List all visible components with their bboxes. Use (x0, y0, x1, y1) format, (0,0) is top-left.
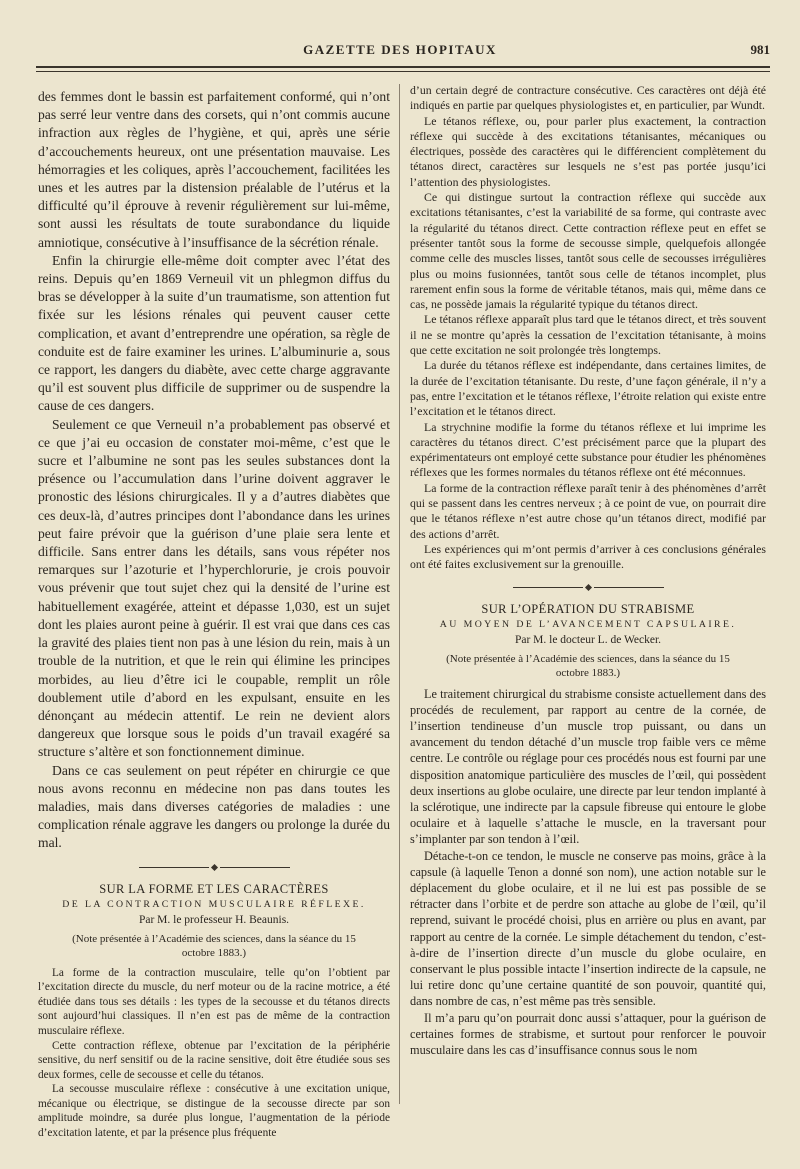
paragraph: La secousse musculaire réflexe : consécutive à une excitation unique, mécanique ou électrique, se distingue de la secousse directe par son amplitude moindre, sa durée plus longue, l’augmentation de la période d’excitation latente, et par la présence plus fréquente (38, 1083, 390, 1140)
article-title: SUR L’OPÉRATION DU STRABISME (481, 601, 695, 616)
article-author: Par M. le professeur H. Beaunis. (138, 913, 290, 926)
header-rule-thick (36, 66, 770, 68)
article-author: Par M. le docteur L. de Wecker. (514, 633, 662, 646)
paragraph: Dans ce cas seulement on peut répéter en chirurgie ce que nous avons reconnu en médecine non pas dans toutes les maladies, mais dans diverses catégories de maladies : une complication rénale aggrave les dangers ou prolonge la durée du mal. (38, 762, 390, 851)
page-number: 981 (750, 42, 770, 57)
page-header (0, 42, 800, 62)
section-separator (38, 865, 390, 870)
paragraph: La durée du tétanos réflexe est indépendante, dans certaines limites, de la durée de l’excitation tétanisante. Du reste, d’une façon générale, il n’y a pas, entre l’excitation et le tétanos réflexe, l’étroite relation qui existe entre l’excitation et le tétanos direct. (410, 358, 766, 419)
journal-title: GAZETTE DES HOPITAUX (303, 42, 497, 57)
paragraph: des femmes dont le bassin est parfaitement conformé, qui n’ont pas serré leur ventre dans des corsets, qui n’ont commis aucune infraction aux règles de l’hygiène, et qui, après une série d’accouchements heureux, ont une présentation mauvaise. Les hémorragies et les coliques, après l’accouchement, facilitées les unes et les autres par la distension préalable de l’utérus et la difficulté qu’il éprouve à revenir régulièrement sur lui-même, sont aussi les résultats de toute surabondance du liquide amniotique, consécutive à l’insuffisance de la sécrétion rénale. (38, 89, 390, 250)
paragraph: La forme de la contraction réflexe paraît tenir à des phénomènes d’arrêt qui se passent dans les centres nerveux ; à ce point de vue, on pourrait dire que le tétanos réflexe n’est autre chose qu’un tétanos direct, modifié par des actions d’arrêt. (410, 480, 766, 541)
section-separator (410, 585, 766, 590)
paragraph: Cette contraction réflexe, obtenue par l’excitation de la périphérie sensitive, du nerf sensitif ou de la racine sensitive, doit être étudiée sous ses deux formes, celle de secousse et celle du tétanos. (38, 1039, 390, 1081)
header-rule-thin (36, 71, 770, 72)
article-title: SUR LA FORME ET LES CARACTÈRES (99, 881, 329, 896)
left-column (38, 88, 390, 1141)
paragraph: Les expériences qui m’ont permis d’arriver à ces conclusions générales ont été faites exclusivement sur la grenouille. (410, 541, 766, 572)
column-divider (399, 84, 400, 1104)
paragraph: Le traitement chirurgical du strabisme consiste actuellement dans des procédés de reculement, par rapport au centre de la cornée, de l’insertion tendineuse d’un muscle trop puissant, ou dans un avancement du tendon détaché d’un muscle trop faible vers ce même centre. Le contrôle ou réglage pour ces procédés nous est fourni par une disposition anatomique particulière des muscles de l’œil, qui possèdent deux insertions au globe oculaire, une directe par leur tendon implanté à la sclérotique, une indirecte par la capsule fibreuse qui entoure le globe oculaire et à laquelle s’attache le muscle, en la traversant pour s’implanter par son tendon à l’œil. (410, 686, 766, 847)
article-subtitle: AU MOYEN DE L’AVANCEMENT CAPSULAIRE. (439, 618, 737, 630)
paragraph: La strychnine modifie la forme du tétanos réflexe et lui imprime les caractères du tétanos direct. C’est précisément parce que la plupart des expérimentateurs ont employé cette substance pour étudier les phénomènes réflexes que les formes normales du tétanos réflexe ont été méconnues. (410, 419, 766, 480)
right-column (410, 83, 766, 1058)
paragraph: Il m’a paru qu’on pourrait donc aussi s’attaquer, pour la guérison de certaines formes de strabisme, et surtout pour renforcer le pouvoir musculaire dans les cas d’insuffisance connus sous le nom (410, 1010, 766, 1057)
paragraph: Le tétanos réflexe, ou, pour parler plus exactement, la contraction réflexe qui succède à des excitations tétanisantes, mécaniques ou électriques, possède des caractères qui le différencient complètement du tétanos direct, caractères sur lesquels ne s’est pas portée jusqu’ici l’attention des physiologistes. (410, 113, 766, 189)
paragraph: Seulement ce que Verneuil n’a probablement pas observé et ce que j’ai eu occasion de constater moi-même, c’est que le sucre et l’albumine ne sont pas les seules substances dont la présence ou l’accumulation dans l’urine doivent aggraver le pronostic des lésions chirurgicales. Il y a d’autres diabètes que ces deux-là, d’autres principes dont l’abondance dans les urines peut faire prévoir que la guérison d’une plaie sera lente et difficile. Sans entrer dans les détails, sans vous répéter nos remarques sur l’azoturie et l’hyperchlorurie, je crois pouvoir vous prévenir que tout sujet chez qui la densité de l’urine est habituellement exagérée, atteint et dépasse 1,030, est un sujet dont les plaies auront peine à guérir. Il est vrai que dans ces cas la gravité des plaies tient non pas à une lésion du rein, mais à un trouble de la nutrition, et que le rein qui élimine les principes morbides, au lieu d’être ici le coupable, remplit un rôle doublement utile d’abord en les expulsant, ensuite en les dénonçant au médecin attentif. Le rein ne devient alors dangereux que lorsque sous le poids d’un travail exagéré sa structure s’altère et son fonctionnement diminue. (38, 416, 390, 760)
paragraph: La forme de la contraction musculaire, telle qu’on l’obtient par l’excitation directe du muscle, du nerf moteur ou de la racine motrice, a été étudiée dans tous ses détails : les types de la secousse et du tétanos directs sont aujourd’hui classiques. Il n’en est pas de même de la contraction musculaire réflexe. (38, 966, 390, 1037)
paragraph: Ce qui distingue surtout la contraction réflexe qui succède aux excitations tétanisantes, c’est la variabilité de sa forme, qui contraste avec la régularité du tétanos direct. Cette contraction réflexe peut en effet se présenter tantôt sous la forme de secousse simple, quelquefois allongée comme celle des muscles lisses, tantôt sous celle de secousses irrégulières plus ou moins fusionnées, tantôt sous celle de tétanos incomplet, plus rarement enfin sous la forme de véritable tétanos, mais qui, même dans ce cas, ne possède jamais la régularité typique du tétanos direct. (410, 190, 766, 312)
paragraph: Le tétanos réflexe apparaît plus tard que le tétanos direct, et très souvent il ne se montre qu’après la cessation de l’excitation tétanisante, à moins que cette excitation ne soit prolongée très longtemps. (410, 312, 766, 358)
paragraph: d’un certain degré de contracture consécutive. Ces caractères ont déjà été indiqués en partie par quelques physiologistes et, en particulier, par Wundt. (410, 83, 766, 113)
paragraph: Enfin la chirurgie elle-même doit compter avec l’état des reins. Depuis qu’en 1869 Verneuil vit un phlegmon diffus du bras se développer à la suite d’un traumatisme, son attention fut fixée sur les lésions rénales qui peuvent causer cette complication, et avant d’entreprendre une opération, sa règle de conduite est de faire examiner les urines. L’albuminurie a, sous ce rapport, les dangers du diabète, avec cette charge aggravante qu’il est souvent plus difficile de supprimer ou de suspendre la cause de ces dangers. (38, 252, 390, 414)
article-subtitle: DE LA CONTRACTION MUSCULAIRE RÉFLEXE. (62, 898, 366, 910)
paragraph: Détache-t-on ce tendon, le muscle ne conserve pas moins, grâce à la capsule (à laquelle Tenon a donné son nom), une action notable sur le déplacement du globe oculaire, et il ne lui est pas possible de se rétracter dans l’orbite et de perdre son attache au globe de l’œil, qu’il reprend, suivant le procédé choisi, plus en arrière ou plus en avant, par rapport au centre de la cornée. Le simple détachement du tendon, c’est-à-dire de l’insertion directe d’un muscle du globe oculaire, en conservant le plus possible intacte l’insertion indirecte de la capsule, ne lui retire donc qu’une certaine quantité de son pouvoir, quantité qui, dans nombre de cas, n’est même pas très sensible. (410, 848, 766, 1009)
article-note: (Note présentée à l’Académie des sciences, dans la séance du 15 octobre 1883.) (72, 932, 356, 959)
article-note: (Note présentée à l’Académie des sciences, dans la séance du 15 octobre 1883.) (446, 652, 730, 679)
